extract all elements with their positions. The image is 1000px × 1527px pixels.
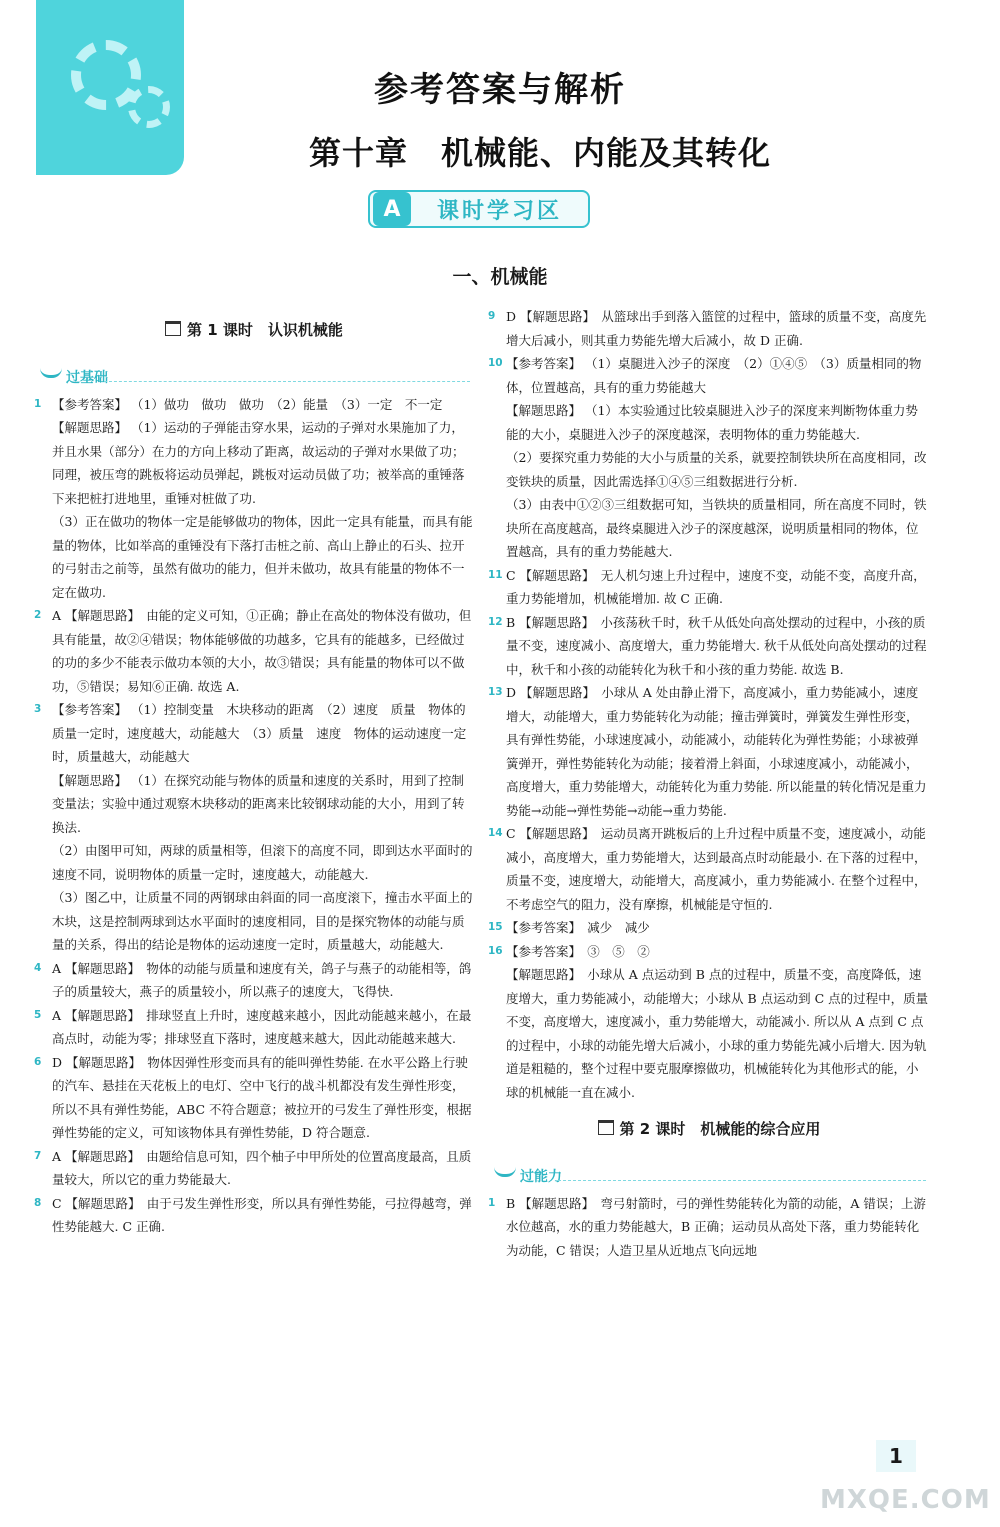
answer-item	[488, 940, 930, 1105]
answer-text: B 【解题思路】 小孩荡秋千时，秋千从低处向高处摆动的过程中，小孩的质量不变，速度减小、高度增大，重力势能增大. 秋千从低处向高处摆动的过程中，秋千和小孩的动能转化为秋千和小孩的重力势能. 故选 B.	[506, 614, 927, 677]
answer-item	[488, 611, 930, 682]
answer-item	[34, 604, 474, 698]
answer-text: （3）由表中①②③三组数据可知，当铁块的质量相同，所在高度不同时，铁块所在高度越高，最终桌腿进入沙子的深度越深，说明质量相同的物体，位置越高，具有的重力势能越大.	[506, 497, 927, 559]
question-number: 6	[34, 1055, 42, 1068]
answer-item	[34, 1004, 474, 1051]
chapter-title: 第十章 机械能、内能及其转化	[308, 134, 771, 172]
question-number: 16	[488, 944, 503, 957]
question-number: 4	[34, 961, 42, 974]
answer-item	[488, 916, 930, 940]
answer-text: 【解题思路】 （1）运动的子弹能击穿水果，运动的子弹对水果施加了力，并且水果（部分）在力的方向上移动了距离，故运动的子弹对水果做了功；同理，被压弯的跳板将运动员弹起，跳板对运动员做了功；被举高的重锤落下来把桩打进地里，重锤对桩做了功.	[52, 420, 465, 506]
answer-item	[488, 352, 930, 564]
answer-item	[34, 698, 474, 957]
question-number: 1	[34, 397, 42, 410]
question-number: 11	[488, 568, 503, 581]
answer-text: A 【解题思路】 排球竖直上升时，速度越来越小，因此动能越来越小，在最高点时，动能为零；排球竖直下落时，速度越来越大，因此动能越来越大.	[52, 1007, 472, 1046]
right-column	[488, 305, 930, 1262]
answer-list	[488, 1192, 930, 1263]
section-title: 一、机械能	[452, 266, 548, 288]
answer-text: A 【解题思路】 物体的动能与质量和速度有关，鸽子与燕子的动能相等，鸽子的质量较大，燕子的质量较小，所以燕子的速度大，飞得快.	[52, 960, 472, 999]
answer-text: （2）由图甲可知，两球的质量相等，但滚下的高度不同，即到达水平面时的速度不同，说明物体的质量一定时，速度越大，动能越大.	[52, 843, 473, 882]
question-number: 2	[34, 609, 42, 621]
question-number: 13	[488, 686, 503, 698]
answer-text: C 【解题思路】 运动员离开跳板后的上升过程中质量不变，速度减小，动能减小，高度增大，重力势能增大，达到最高点时动能最小. 在下落的过程中，质量不变，速度增大，动能增大，高度减小，重力势能减小. 在整个过程中，不考虑空气的阻力，没有摩擦，机械能是守恒的.	[506, 826, 927, 912]
left-column	[34, 305, 474, 1239]
page-title: 参考答案与解析	[374, 70, 626, 110]
answer-text: （2）要探究重力势能的大小与质量的关系，就要控制铁块所在高度相同，改变铁块的质量，因此需选择①④⑤三组数据进行分析.	[506, 450, 927, 489]
question-number: 1	[488, 1196, 496, 1209]
answer-item	[34, 957, 474, 1004]
page-number: 1	[876, 1440, 916, 1472]
answer-text: 【参考答案】 （1）控制变量 木块移动的距离 （2）速度 质量 物体的质量一定时，速度越大，动能越大 （3）质量 速度 物体的运动速度一定时，质量越大，动能越大	[52, 702, 467, 764]
answer-text: 【参考答案】 ③ ⑤ ②	[506, 943, 650, 959]
answer-text: D 【解题思路】 从篮球出手到落入篮筐的过程中，篮球的质量不变，高度先增大后减小，则其重力势能先增大后减小，故 D 正确.	[506, 309, 927, 348]
answer-list	[34, 393, 474, 1239]
question-number: 5	[34, 1008, 42, 1021]
answer-item	[34, 1145, 474, 1192]
answer-text: （3）图乙中，让质量不同的两钢球由斜面的同一高度滚下，撞击水平面上的木块，这是控制两球到达水平面时的速度相同，目的是探究物体的动能与质量的关系，得出的结论是物体的运动速度一定时，质量越大，动能越大.	[52, 890, 473, 952]
answer-text: 【参考答案】 减少 减少	[506, 920, 650, 935]
answer-list	[488, 305, 930, 1104]
lesson-heading: 第 2 课时 机械能的综合应用	[488, 1118, 930, 1142]
answer-text: 【参考答案】 （1）桌腿进入沙子的深度 （2）①④⑤ （3）质量相同的物体，位置越高，具有的重力势能越大	[506, 356, 922, 395]
badge-letter: A	[373, 192, 411, 226]
badge-text: 课时学习区	[436, 198, 562, 224]
ability-banner: 过能力	[488, 1164, 930, 1190]
answer-item	[34, 393, 474, 605]
answer-item	[488, 305, 930, 352]
answer-text: （3）正在做功的物体一定是能够做功的物体，因此一定具有能量，而具有能量的物体，比如举高的重锤没有下落打击桩之前、高山上静止的石头、拉开的弓射击之前等，虽然有做功的能力，但并未做功，故具有能量的物体不一定在做功.	[52, 514, 473, 600]
question-number: 15	[488, 921, 503, 933]
answer-item	[488, 822, 930, 916]
question-number: 9	[488, 310, 496, 322]
book-icon	[165, 321, 181, 336]
lesson-heading: 第 1 课时 认识机械能	[34, 319, 474, 343]
answer-text: C 【解题思路】 由于弓发生弹性形变，所以具有弹性势能，弓拉得越弯，弹性势能越大. C 正确.	[52, 1195, 472, 1234]
question-number: 10	[488, 357, 503, 369]
question-number: 14	[488, 827, 503, 839]
watermark: MXQE.COM	[820, 1485, 991, 1515]
answer-item	[488, 681, 930, 822]
answer-item	[34, 1051, 474, 1145]
question-number: 3	[34, 703, 42, 715]
book-icon	[598, 1120, 614, 1135]
answer-item	[488, 564, 930, 611]
section-badge	[368, 190, 590, 228]
question-number: 12	[488, 615, 503, 628]
answer-text: D 【解题思路】 物体因弹性形变而具有的能叫弹性势能. 在水平公路上行驶的汽车、悬挂在天花板上的电灯、空中飞行的战斗机都没有发生弹性形变，所以不具有弹性势能，ABC 不符合题意；被拉开的弓发生了弹性形变，根据弹性势能的定义，可知该物体具有弹性势能，D 符合题意.	[52, 1054, 472, 1140]
answer-text: A 【解题思路】 由题给信息可知，四个柚子中甲所处的位置高度最高，且质量较大，所以它的重力势能最大.	[52, 1148, 472, 1187]
answer-text: 【解题思路】 （1）在探究动能与物体的质量和速度的关系时，用到了控制变量法；实验中通过观察木块移动的距离来比较钢球动能的大小，用到了转换法.	[52, 772, 465, 835]
question-number: 7	[34, 1149, 42, 1162]
answer-text: 【解题思路】 （1）本实验通过比较桌腿进入沙子的深度来判断物体重力势能的大小，桌腿进入沙子的深度越深，表明物体的重力势能越大.	[506, 403, 918, 442]
answer-text: C 【解题思路】 无人机匀速上升过程中，速度不变，动能不变，高度升高，重力势能增加，机械能增加. 故 C 正确.	[506, 567, 926, 606]
answer-item	[488, 1192, 930, 1263]
answer-text: B 【解题思路】 弯弓射箭时，弓的弹性势能转化为箭的动能，A 错误；上游水位越高，水的重力势能越大，B 正确；运动员从高处下落，重力势能转化为动能，C 错误；人造卫星从近地点飞向远地	[506, 1195, 926, 1258]
answer-text: D 【解题思路】 小球从 A 处由静止滑下，高度减小，重力势能减小，速度增大，动能增大，重力势能转化为动能；撞击弹簧时，弹簧发生弹性形变，具有弹性势能，小球速度减小，动能减小，动能转化为弹性势能；小球被弹簧弹开，弹性势能转化为动能；接着滑上斜面，小球速度减小，动能减小，高度增大，重力势能增大，动能转化为重力势能. 所以能量的转化情况是重力势能→动能→弹性势能→动能→重力势能.	[506, 685, 927, 818]
answer-text: 【参考答案】 （1）做功 做功 做功 （2）能量 （3）一定 不一定	[52, 396, 443, 412]
answer-text: 【解题思路】 小球从 A 点运动到 B 点的过程中，质量不变，高度降低，速度增大，重力势能减小，动能增大；小球从 B 点运动到 C 点的过程中，质量不变，高度增大，速度减小，重力势能增大，动能减小. 所以从 A 点到 C 点的过程中，小球的动能先增大后减小，小球的重力势能先减小后增大. 因为轨道是粗糙的，整个过程中要克服摩擦做功，机械能转化为其他形式的能，小球的机械能一直在减小.	[506, 967, 929, 1100]
answer-item	[34, 1192, 474, 1239]
basic-banner: 过基础	[34, 365, 474, 391]
answer-text: A 【解题思路】 由能的定义可知，①正确；静止在高处的物体没有做功，但具有能量，故②④错误；物体能够做的功越多，它具有的能越多，已经做过的功的多少不能表示做功本领的大小，故③错误；具有能量的物体可以不做功，⑤错误；易知⑥正确. 故选 A.	[52, 608, 472, 694]
question-number: 8	[34, 1196, 42, 1209]
